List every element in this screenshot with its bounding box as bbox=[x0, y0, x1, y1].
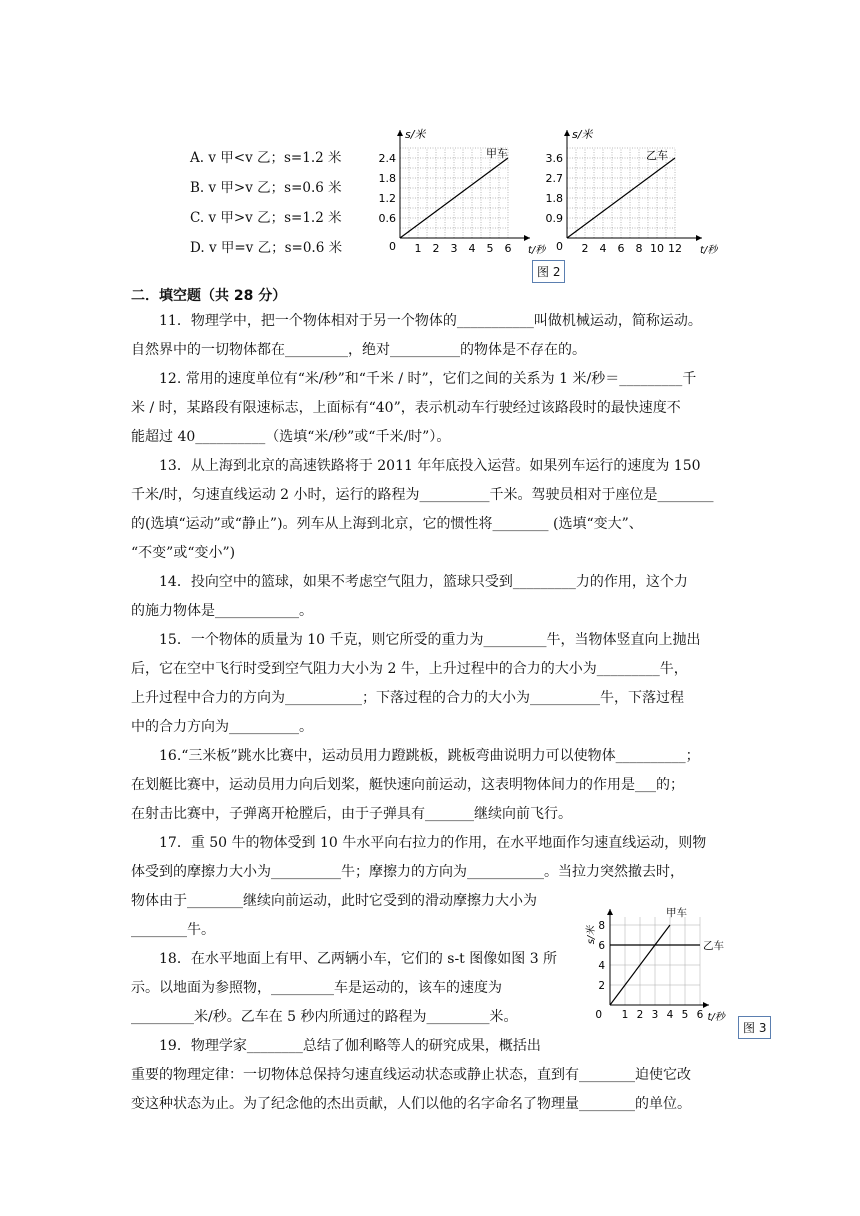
figure2-right-title: 乙车 bbox=[646, 149, 668, 162]
figure3-x-label: t/秒 bbox=[707, 1012, 725, 1023]
question-13: 13．从上海到北京的高速铁路将于 2011 年年底投入运营。如果列车运行的速度为 150 千米/时，匀速直线运动 2 小时，运行的路程为__________千米。驾驶员相对于座位是________ 的(选填“运动”或“静止”)。列车从上海到北京，它的惯性将________ (选填“变大”、 “不变”或“变小”) bbox=[131, 458, 714, 561]
figure2-right-chart bbox=[535, 125, 718, 265]
figure2-left-y-tick-label: 0.6 bbox=[378, 212, 396, 225]
question-19: 19．物理学家________总结了伽利略等人的研究成果，概括出 重要的物理定律：一切物体总保持匀速直线运动状态或静止状态，直到有________迫使它改 变这种状态为止。为了纪念他的杰出贡献，人们以他的名字命名了物理量________的单位。 bbox=[131, 1038, 691, 1112]
figure3-x-tick-label: 3 bbox=[651, 1009, 659, 1021]
figure2-left-title: 甲车 bbox=[486, 147, 508, 160]
figure3-y-tick-label: 8 bbox=[598, 920, 605, 932]
figure2-right-origin-label: 0 bbox=[556, 240, 563, 253]
figure3-x-arrow bbox=[703, 1002, 709, 1008]
figure2-left-y-tick-label: 1.8 bbox=[378, 172, 396, 185]
figure3-x-tick-label: 4 bbox=[666, 1009, 674, 1021]
section-title: 二．填空题（共 28 分） bbox=[131, 288, 287, 304]
figure2-right-y-tick-label: 2.7 bbox=[545, 172, 563, 185]
question-14: 14．投向空中的篮球，如果不考虑空气阻力，篮球只受到_________力的作用，这个力 的施力物体是____________。 bbox=[131, 574, 688, 619]
figure3-series-label: 乙车 bbox=[703, 940, 724, 952]
figure3-x-tick-label: 5 bbox=[681, 1009, 689, 1021]
figure3-x-tick-label: 2 bbox=[636, 1009, 644, 1021]
question-11: 11．物理学中，把一个物体相对于另一个物体的___________叫做机械运动，简称运动。 自然界中的一切物体都在_________，绝对__________的物体是不存在的。 bbox=[131, 313, 702, 358]
figure3-y-tick-label: 2 bbox=[598, 980, 605, 992]
figure3-y-tick-label: 4 bbox=[598, 960, 605, 972]
figure2-right-y-tick-label: 1.8 bbox=[545, 192, 563, 205]
figure3-series-label: 甲车 bbox=[666, 907, 687, 919]
figure2-right-x-tick-label: 10 bbox=[650, 242, 664, 255]
figure2-left-x-tick-label: 5 bbox=[486, 242, 494, 255]
figure3-chart bbox=[582, 905, 742, 1025]
figure2-right-x-tick-label: 4 bbox=[599, 242, 607, 255]
question-16: 16.“三米板”跳水比赛中，运动员用力蹬跳板，跳板弯曲说明力可以使物体__________； 在划艇比赛中，运动员用力向后划桨，艇快速向前运动，这表明物体间力的作用是___的； 在射击比赛中，子弹离开枪膛后，由于子弹具有_______继续向前飞行。 bbox=[131, 748, 700, 822]
figure2-left-x-label: t/秒 bbox=[528, 245, 546, 256]
figure2-left-y-tick-label: 1.2 bbox=[378, 192, 396, 205]
option-b: B. v 甲>v 乙；s=0.6 米 bbox=[190, 180, 342, 196]
figure2-label: 图 2 bbox=[532, 260, 565, 283]
figure2-right-y-tick-label: 3.6 bbox=[545, 152, 563, 165]
figure2-left-x-tick-label: 2 bbox=[432, 242, 440, 255]
figure2-left-x-tick-label: 3 bbox=[450, 242, 458, 255]
figure2-left-x-tick-label: 4 bbox=[468, 242, 476, 255]
question-12: 12. 常用的速度单位有“米/秒”和“千米 / 时”，它们之间的关系为 1 米/秒＝_________千 米 / 时，某路段有限速标志，上面标有“40”，表示机动车行驶经过该路段时的最快速度不 能超过 40__________（选填“米/秒”或“千米/时”）。 bbox=[131, 371, 697, 445]
figure2-left-x-tick-label: 1 bbox=[414, 242, 422, 255]
figure2-right-x-tick-label: 6 bbox=[617, 242, 625, 255]
figure2-left-origin-label: 0 bbox=[389, 240, 396, 253]
figure2-left-chart bbox=[368, 125, 546, 265]
figure3-y-label: s/米 bbox=[586, 925, 597, 945]
figure2-right-x-tick-label: 8 bbox=[635, 242, 643, 255]
figure2-left-x-arrow bbox=[524, 235, 530, 241]
figure2-left-x-tick-label: 6 bbox=[504, 242, 512, 255]
option-a: A. v 甲<v 乙；s=1.2 米 bbox=[190, 150, 342, 166]
figure2-left-y-tick-label: 2.4 bbox=[378, 152, 396, 165]
figure2-right-y-label: s/米 bbox=[572, 128, 593, 141]
figure3-y-tick-label: 6 bbox=[598, 940, 605, 952]
figure3-y-arrow bbox=[607, 909, 613, 915]
option-c: C. v 甲>v 乙；s=1.2 米 bbox=[190, 210, 342, 226]
option-d: D. v 甲=v 乙；s=0.6 米 bbox=[190, 240, 343, 256]
question-15: 15．一个物体的质量为 10 千克，则它所受的重力为_________牛，当物体竖直向上抛出 后，它在空中飞行时受到空气阻力大小为 2 牛，上升过程中的合力的大小为_________牛， 上升过程中合力的方向为___________；下落过程的合力的大小为__________牛，下落过程 中的合力方向为__________。 bbox=[131, 632, 701, 735]
figure2-right-y-arrow bbox=[564, 130, 570, 136]
figure2-right-x-arrow bbox=[696, 235, 702, 241]
figure3-label: 图 3 bbox=[738, 1016, 771, 1039]
figure2-right-x-tick-label: 12 bbox=[668, 242, 682, 255]
figure3-x-tick-label: 1 bbox=[621, 1009, 629, 1021]
figure2-right-y-tick-label: 0.9 bbox=[545, 212, 563, 225]
question-18: 18．在水平地面上有甲、乙两辆小车，它们的 s-t 图像如图 3 所 示。以地面为参照物，_________车是运动的，该车的速度为 _________米/秒。乙车在 5 秒内所通过的路程为_________米。 bbox=[131, 951, 558, 1025]
figure3-x-tick-label: 6 bbox=[696, 1009, 704, 1021]
figure3-origin-label: 0 bbox=[595, 1009, 602, 1021]
figure2-left-y-arrow bbox=[397, 130, 403, 136]
question-17: 17．重 50 牛的物体受到 10 牛水平向右拉力的作用，在水平地面作匀速直线运动，则物 体受到的摩擦力大小为__________牛；摩擦力的方向为___________。当拉力突然撤去时， 物体由于________继续向前运动，此时它受到的滑动摩擦力大小为 ________牛。 bbox=[131, 835, 707, 938]
figure2-right-x-label: t/秒 bbox=[700, 245, 718, 256]
figure2-right-x-tick-label: 2 bbox=[581, 242, 589, 255]
figure2-left-y-label: s/米 bbox=[405, 128, 426, 141]
